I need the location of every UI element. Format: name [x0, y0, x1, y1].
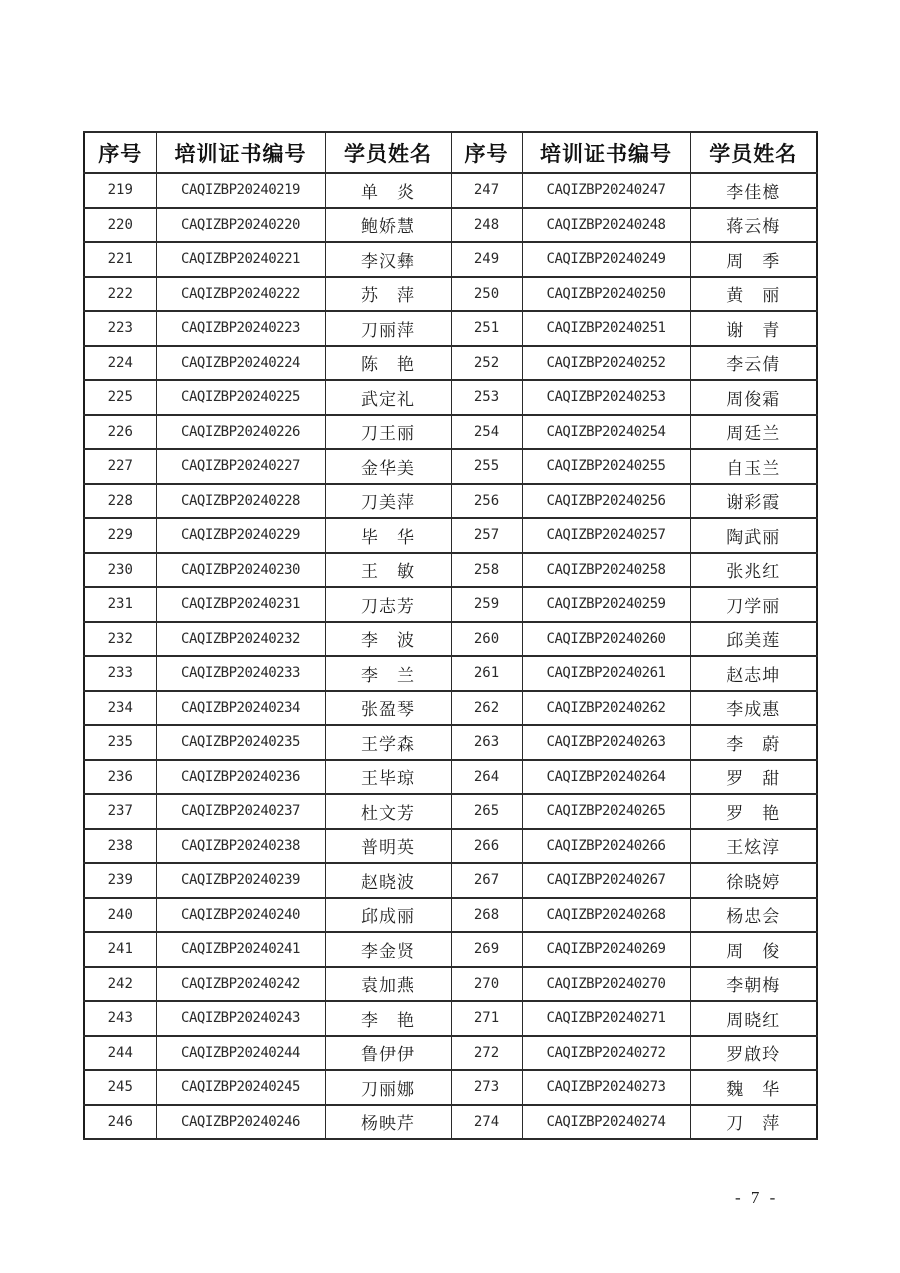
- serial-number-cell: 272: [451, 1036, 522, 1071]
- certificate-number-cell: CAQIZBP20240228: [156, 484, 325, 519]
- serial-number-cell: 267: [451, 863, 522, 898]
- student-name-cell: 陈 艳: [325, 346, 451, 381]
- table-header-row: [84, 132, 817, 173]
- certificate-number-cell: CAQIZBP20240273: [522, 1070, 690, 1105]
- student-name-cell: 周 季: [690, 242, 817, 277]
- serial-number-cell: 224: [84, 346, 156, 381]
- student-name-cell: 陶武丽: [690, 518, 817, 553]
- student-name-cell: 刀学丽: [690, 587, 817, 622]
- student-name-cell: 谢 青: [690, 311, 817, 346]
- certificate-number-cell: CAQIZBP20240240: [156, 898, 325, 933]
- serial-number-cell: 229: [84, 518, 156, 553]
- certificate-number-cell: CAQIZBP20240230: [156, 553, 325, 588]
- certificate-number-cell: CAQIZBP20240274: [522, 1105, 690, 1140]
- student-name-cell: 刀美萍: [325, 484, 451, 519]
- table-row: [84, 863, 817, 898]
- serial-number-cell: 263: [451, 725, 522, 760]
- table-row: [84, 656, 817, 691]
- serial-number-cell: 238: [84, 829, 156, 864]
- serial-number-cell: 223: [84, 311, 156, 346]
- student-name-cell: 邱成丽: [325, 898, 451, 933]
- student-name-cell: 刀 萍: [690, 1105, 817, 1140]
- page-number: - 7 -: [735, 1188, 779, 1207]
- certificate-number-cell: CAQIZBP20240269: [522, 932, 690, 967]
- certificate-number-cell: CAQIZBP20240251: [522, 311, 690, 346]
- student-name-cell: 金华美: [325, 449, 451, 484]
- serial-number-cell: 246: [84, 1105, 156, 1140]
- serial-number-cell: 270: [451, 967, 522, 1002]
- student-name-cell: 李云倩: [690, 346, 817, 381]
- table-row: [84, 277, 817, 312]
- student-name-cell: 李 兰: [325, 656, 451, 691]
- certificate-number-cell: CAQIZBP20240241: [156, 932, 325, 967]
- certificate-number-cell: CAQIZBP20240249: [522, 242, 690, 277]
- serial-number-cell: 271: [451, 1001, 522, 1036]
- certificate-number-cell: CAQIZBP20240268: [522, 898, 690, 933]
- student-name-cell: 李 蔚: [690, 725, 817, 760]
- serial-number-cell: 259: [451, 587, 522, 622]
- col-header-serial-right: 序号: [451, 132, 522, 173]
- table-row: [84, 484, 817, 519]
- certificate-number-cell: CAQIZBP20240271: [522, 1001, 690, 1036]
- serial-number-cell: 245: [84, 1070, 156, 1105]
- table-row: [84, 208, 817, 243]
- certificate-number-cell: CAQIZBP20240246: [156, 1105, 325, 1140]
- certificate-number-cell: CAQIZBP20240260: [522, 622, 690, 657]
- certificate-number-cell: CAQIZBP20240253: [522, 380, 690, 415]
- student-name-cell: 刀志芳: [325, 587, 451, 622]
- certificate-number-cell: CAQIZBP20240258: [522, 553, 690, 588]
- certificate-number-cell: CAQIZBP20240229: [156, 518, 325, 553]
- student-name-cell: 周 俊: [690, 932, 817, 967]
- student-name-cell: 鲁伊伊: [325, 1036, 451, 1071]
- table-row: [84, 932, 817, 967]
- table-row: [84, 311, 817, 346]
- student-name-cell: 周廷兰: [690, 415, 817, 450]
- certificate-number-cell: CAQIZBP20240265: [522, 794, 690, 829]
- table-row: [84, 1036, 817, 1071]
- serial-number-cell: 254: [451, 415, 522, 450]
- serial-number-cell: 262: [451, 691, 522, 726]
- certificate-number-cell: CAQIZBP20240250: [522, 277, 690, 312]
- certificate-number-cell: CAQIZBP20240223: [156, 311, 325, 346]
- student-name-cell: 谢彩霞: [690, 484, 817, 519]
- table-row: [84, 449, 817, 484]
- student-name-cell: 鲍娇慧: [325, 208, 451, 243]
- certificate-number-cell: CAQIZBP20240244: [156, 1036, 325, 1071]
- serial-number-cell: 247: [451, 173, 522, 208]
- serial-number-cell: 252: [451, 346, 522, 381]
- student-name-cell: 王 敏: [325, 553, 451, 588]
- serial-number-cell: 261: [451, 656, 522, 691]
- student-name-cell: 李汉彝: [325, 242, 451, 277]
- serial-number-cell: 257: [451, 518, 522, 553]
- student-name-cell: 普明英: [325, 829, 451, 864]
- serial-number-cell: 269: [451, 932, 522, 967]
- student-name-cell: 袁加燕: [325, 967, 451, 1002]
- student-name-cell: 魏 华: [690, 1070, 817, 1105]
- table-row: [84, 587, 817, 622]
- serial-number-cell: 232: [84, 622, 156, 657]
- certificate-number-cell: CAQIZBP20240272: [522, 1036, 690, 1071]
- certificate-number-cell: CAQIZBP20240226: [156, 415, 325, 450]
- serial-number-cell: 241: [84, 932, 156, 967]
- serial-number-cell: 249: [451, 242, 522, 277]
- serial-number-cell: 240: [84, 898, 156, 933]
- student-name-cell: 单 炎: [325, 173, 451, 208]
- certificate-number-cell: CAQIZBP20240257: [522, 518, 690, 553]
- certificate-number-cell: CAQIZBP20240221: [156, 242, 325, 277]
- certificate-number-cell: CAQIZBP20240231: [156, 587, 325, 622]
- col-header-serial-left: 序号: [84, 132, 156, 173]
- student-name-cell: 张盈琴: [325, 691, 451, 726]
- student-name-cell: 张兆红: [690, 553, 817, 588]
- serial-number-cell: 236: [84, 760, 156, 795]
- certificate-table: [83, 131, 818, 1140]
- col-header-certificate-right: 培训证书编号: [522, 132, 690, 173]
- serial-number-cell: 253: [451, 380, 522, 415]
- serial-number-cell: 234: [84, 691, 156, 726]
- serial-number-cell: 219: [84, 173, 156, 208]
- student-name-cell: 李 艳: [325, 1001, 451, 1036]
- certificate-number-cell: CAQIZBP20240270: [522, 967, 690, 1002]
- certificate-number-cell: CAQIZBP20240243: [156, 1001, 325, 1036]
- student-name-cell: 周晓红: [690, 1001, 817, 1036]
- certificate-number-cell: CAQIZBP20240237: [156, 794, 325, 829]
- student-name-cell: 苏 萍: [325, 277, 451, 312]
- table-row: [84, 415, 817, 450]
- certificate-number-cell: CAQIZBP20240242: [156, 967, 325, 1002]
- student-name-cell: 罗啟玲: [690, 1036, 817, 1071]
- serial-number-cell: 242: [84, 967, 156, 1002]
- student-name-cell: 蒋云梅: [690, 208, 817, 243]
- certificate-number-cell: CAQIZBP20240254: [522, 415, 690, 450]
- serial-number-cell: 228: [84, 484, 156, 519]
- student-name-cell: 杨映芹: [325, 1105, 451, 1140]
- table-row: [84, 622, 817, 657]
- table-row: [84, 518, 817, 553]
- serial-number-cell: 226: [84, 415, 156, 450]
- student-name-cell: 李 波: [325, 622, 451, 657]
- certificate-number-cell: CAQIZBP20240235: [156, 725, 325, 760]
- student-name-cell: 刀丽娜: [325, 1070, 451, 1105]
- student-name-cell: 李朝梅: [690, 967, 817, 1002]
- student-name-cell: 李金贤: [325, 932, 451, 967]
- serial-number-cell: 225: [84, 380, 156, 415]
- table-row: [84, 967, 817, 1002]
- student-name-cell: 黄 丽: [690, 277, 817, 312]
- certificate-number-cell: CAQIZBP20240225: [156, 380, 325, 415]
- serial-number-cell: 222: [84, 277, 156, 312]
- serial-number-cell: 264: [451, 760, 522, 795]
- certificate-number-cell: CAQIZBP20240232: [156, 622, 325, 657]
- serial-number-cell: 260: [451, 622, 522, 657]
- serial-number-cell: 237: [84, 794, 156, 829]
- serial-number-cell: 251: [451, 311, 522, 346]
- serial-number-cell: 258: [451, 553, 522, 588]
- certificate-number-cell: CAQIZBP20240252: [522, 346, 690, 381]
- certificate-number-cell: CAQIZBP20240248: [522, 208, 690, 243]
- certificate-number-cell: CAQIZBP20240247: [522, 173, 690, 208]
- student-name-cell: 杨忠会: [690, 898, 817, 933]
- certificate-number-cell: CAQIZBP20240238: [156, 829, 325, 864]
- student-name-cell: 邱美莲: [690, 622, 817, 657]
- serial-number-cell: 231: [84, 587, 156, 622]
- serial-number-cell: 273: [451, 1070, 522, 1105]
- table-row: [84, 173, 817, 208]
- serial-number-cell: 268: [451, 898, 522, 933]
- certificate-number-cell: CAQIZBP20240259: [522, 587, 690, 622]
- student-name-cell: 李佳檍: [690, 173, 817, 208]
- table-row: [84, 242, 817, 277]
- serial-number-cell: 230: [84, 553, 156, 588]
- serial-number-cell: 227: [84, 449, 156, 484]
- table-row: [84, 760, 817, 795]
- table-row: [84, 794, 817, 829]
- serial-number-cell: 235: [84, 725, 156, 760]
- table-row: [84, 380, 817, 415]
- certificate-number-cell: CAQIZBP20240267: [522, 863, 690, 898]
- certificate-number-cell: CAQIZBP20240236: [156, 760, 325, 795]
- student-name-cell: 罗 甜: [690, 760, 817, 795]
- col-header-certificate-left: 培训证书编号: [156, 132, 325, 173]
- serial-number-cell: 221: [84, 242, 156, 277]
- serial-number-cell: 220: [84, 208, 156, 243]
- student-name-cell: 武定礼: [325, 380, 451, 415]
- student-name-cell: 自玉兰: [690, 449, 817, 484]
- student-name-cell: 杜文芳: [325, 794, 451, 829]
- table-row: [84, 898, 817, 933]
- serial-number-cell: 266: [451, 829, 522, 864]
- certificate-number-cell: CAQIZBP20240263: [522, 725, 690, 760]
- serial-number-cell: 248: [451, 208, 522, 243]
- table-row: [84, 346, 817, 381]
- serial-number-cell: 256: [451, 484, 522, 519]
- col-header-name-left: 学员姓名: [325, 132, 451, 173]
- table-row: [84, 1070, 817, 1105]
- serial-number-cell: 239: [84, 863, 156, 898]
- student-name-cell: 周俊霜: [690, 380, 817, 415]
- table-row: [84, 691, 817, 726]
- student-name-cell: 王毕琼: [325, 760, 451, 795]
- student-name-cell: 李成惠: [690, 691, 817, 726]
- certificate-number-cell: CAQIZBP20240233: [156, 656, 325, 691]
- serial-number-cell: 255: [451, 449, 522, 484]
- certificate-number-cell: CAQIZBP20240219: [156, 173, 325, 208]
- certificate-number-cell: CAQIZBP20240224: [156, 346, 325, 381]
- student-name-cell: 王炫淳: [690, 829, 817, 864]
- table-row: [84, 829, 817, 864]
- table-row: [84, 725, 817, 760]
- certificate-number-cell: CAQIZBP20240255: [522, 449, 690, 484]
- student-name-cell: 刀丽萍: [325, 311, 451, 346]
- student-name-cell: 王学森: [325, 725, 451, 760]
- serial-number-cell: 250: [451, 277, 522, 312]
- serial-number-cell: 274: [451, 1105, 522, 1140]
- student-name-cell: 徐晓婷: [690, 863, 817, 898]
- table-row: [84, 1001, 817, 1036]
- student-name-cell: 赵晓波: [325, 863, 451, 898]
- certificate-number-cell: CAQIZBP20240222: [156, 277, 325, 312]
- certificate-number-cell: CAQIZBP20240256: [522, 484, 690, 519]
- student-name-cell: 毕 华: [325, 518, 451, 553]
- serial-number-cell: 244: [84, 1036, 156, 1071]
- serial-number-cell: 233: [84, 656, 156, 691]
- certificate-number-cell: CAQIZBP20240266: [522, 829, 690, 864]
- certificate-number-cell: CAQIZBP20240227: [156, 449, 325, 484]
- serial-number-cell: 265: [451, 794, 522, 829]
- col-header-name-right: 学员姓名: [690, 132, 817, 173]
- table-row: [84, 1105, 817, 1140]
- certificate-number-cell: CAQIZBP20240245: [156, 1070, 325, 1105]
- table-row: [84, 553, 817, 588]
- certificate-number-cell: CAQIZBP20240220: [156, 208, 325, 243]
- certificate-number-cell: CAQIZBP20240239: [156, 863, 325, 898]
- student-name-cell: 刀王丽: [325, 415, 451, 450]
- certificate-number-cell: CAQIZBP20240262: [522, 691, 690, 726]
- certificate-number-cell: CAQIZBP20240261: [522, 656, 690, 691]
- student-name-cell: 赵志坤: [690, 656, 817, 691]
- certificate-number-cell: CAQIZBP20240264: [522, 760, 690, 795]
- serial-number-cell: 243: [84, 1001, 156, 1036]
- certificate-number-cell: CAQIZBP20240234: [156, 691, 325, 726]
- student-name-cell: 罗 艳: [690, 794, 817, 829]
